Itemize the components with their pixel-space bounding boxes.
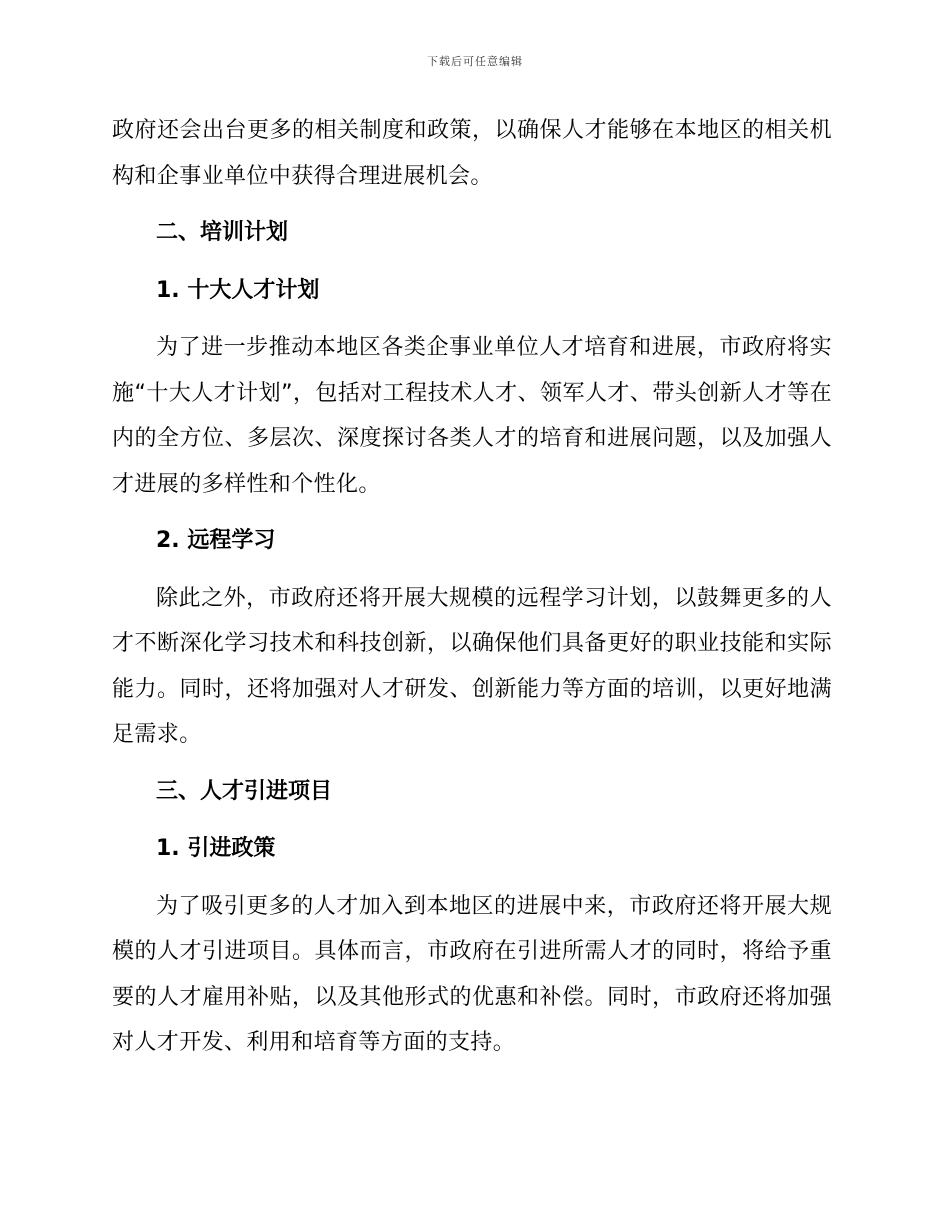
page-header-note: 下载后可任意编辑 (427, 55, 523, 68)
subheading-introduction-policy: 1. 引进政策 (156, 836, 276, 861)
section-heading-training: 二、培训计划 (156, 220, 289, 245)
subheading-remote-learning: 2. 远程学习 (156, 528, 276, 553)
section-heading-talent-introduction: 三、人才引进项目 (156, 778, 333, 804)
paragraph-continuation: 政府还会出台更多的相关制度和政策，以确保人才能够在本地区的相关机构和企事业单位中获得合理进展机会。 (112, 118, 832, 189)
subheading-ten-talent-plan: 1. 十大人才计划 (156, 277, 320, 303)
paragraph-introduction-policy: 为了吸引更多的人才加入到本地区的进展中来，市政府还将开展大规模的人才引进项目。具体而言，市政府在引进所需人才的同时，将给予重要的人才雇用补贴，以及其他形式的优惠和补偿。同时，市政府还将加强对人才开发、利用和培育等方面的支持。 (112, 893, 832, 1055)
paragraph-ten-talent-plan: 为了进一步推动本地区各类企事业单位人才培育和进展，市政府将实施“十大人才计划”，包括对工程技术人才、领军人才、带头创新人才等在内的全方位、多层次、深度探讨各类人才的培育和进展问题，以及加强人才进展的多样性和个性化。 (112, 335, 832, 497)
document-body (112, 108, 832, 1077)
paragraph-remote-learning: 除此之外，市政府还将开展大规模的远程学习计划，以鼓舞更多的人才不断深化学习技术和科技创新，以确保他们具备更好的职业技能和实际能力。同时，还将加强对人才研发、创新能力等方面的培训，以更好地满足需求。 (112, 585, 832, 747)
